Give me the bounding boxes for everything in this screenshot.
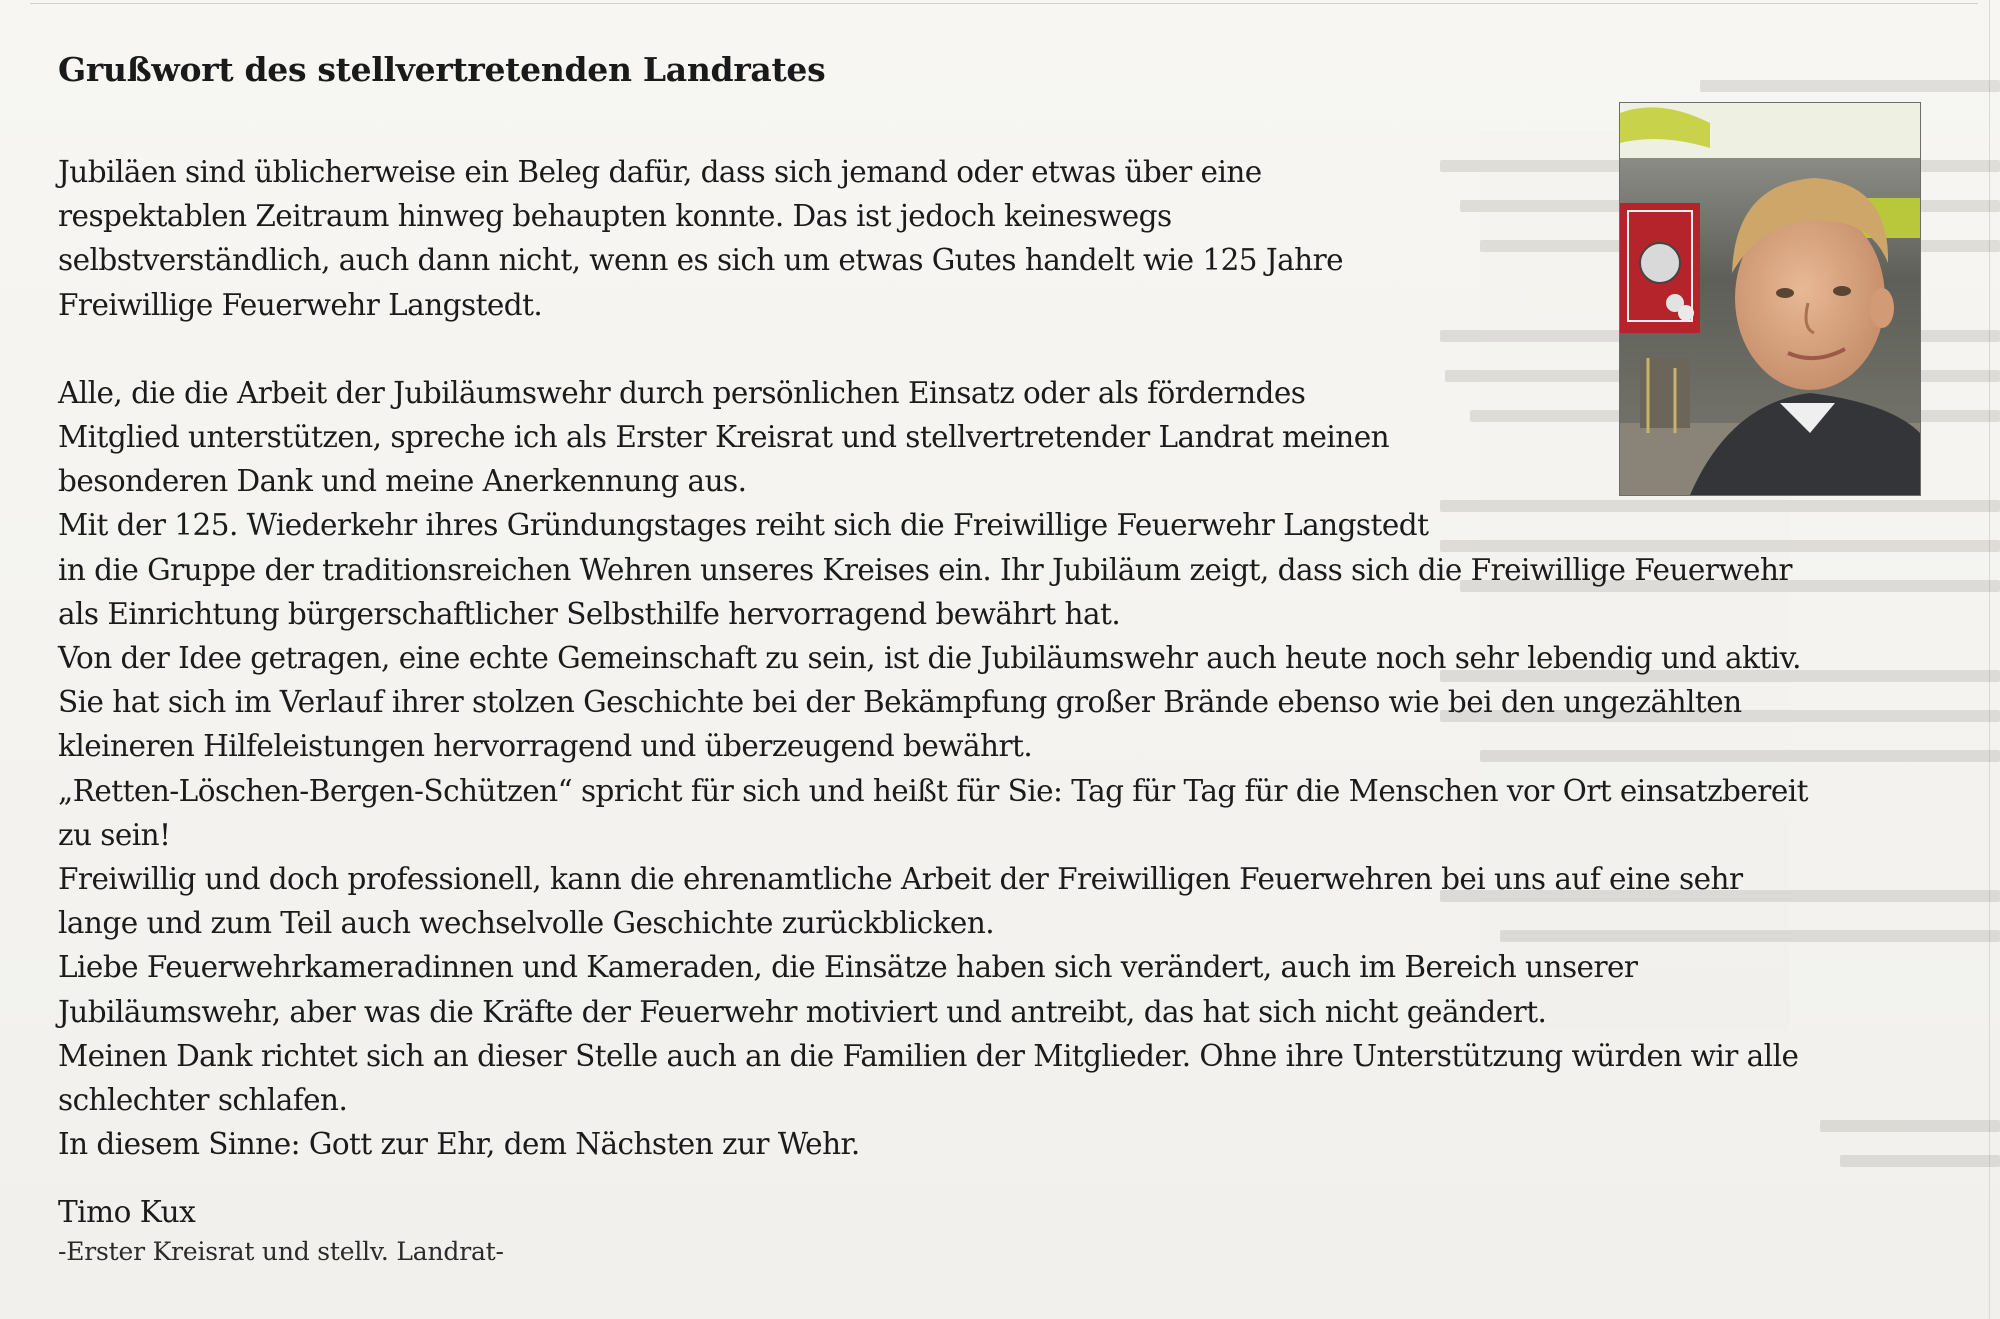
signature-name: Timo Kux [58, 1195, 196, 1229]
signature-block [58, 1192, 504, 1272]
body-line: In diesem Sinne: Gott zur Ehr, dem Nächsten zur Wehr. [58, 1127, 860, 1162]
body-line: besonderen Dank und meine Anerkennung aus. [58, 464, 747, 499]
body-line: selbstverständlich, auch dann nicht, wenn es sich um etwas Gutes handelt wie 125 Jahre [58, 243, 1344, 278]
body-line: Freiwillig und doch professionell, kann die ehrenamtliche Arbeit der Freiwilligen Feuerwehren bei uns auf eine sehr [58, 862, 1743, 897]
body-line: zu sein! [58, 817, 171, 852]
signature-title: -Erster Kreisrat und stellv. Landrat- [58, 1237, 504, 1266]
body-line: lange und zum Teil auch wechselvolle Geschichte zurückblicken. [58, 906, 995, 941]
body-line: Meinen Dank richtet sich an dieser Stelle auch an die Familien der Mitglieder. Ohne ihre Unterstützung würden wir alle [58, 1038, 1799, 1073]
body-line: Jubiläumswehr, aber was die Kräfte der Feuerwehr motiviert und antreibt, das hat sich nicht geändert. [58, 994, 1547, 1029]
page-right-edge [1989, 0, 1990, 1319]
body-line: „Retten-Löschen-Bergen-Schützen“ spricht für sich und heißt für Sie: Tag für Tag für die Menschen vor Ort einsatzbereit [58, 773, 1808, 808]
body-line: Liebe Feuerwehrkameradinnen und Kameraden, die Einsätze haben sich verändert, auch im Bereich unserer [58, 950, 1638, 985]
document-title: Grußwort des stellvertretenden Landrates [58, 50, 826, 89]
body-line: kleineren Hilfeleistungen hervorragend und überzeugend bewährt. [58, 729, 1033, 764]
body-line: als Einrichtung bürgerschaftlicher Selbsthilfe hervorragend bewährt hat. [58, 596, 1121, 631]
page-top-edge [30, 0, 1978, 4]
body-line: Von der Idee getragen, eine echte Gemeinschaft zu sein, ist die Jubiläumswehr auch heute noch sehr lebendig und aktiv. [58, 641, 1802, 676]
body-line: Sie hat sich im Verlauf ihrer stolzen Geschichte bei der Bekämpfung großer Brände ebenso wie bei den ungezählten [58, 685, 1742, 720]
body-line: Mitglied unterstützen, spreche ich als Erster Kreisrat und stellvertretender Landrat meinen [58, 420, 1390, 455]
body-line: Freiwillige Feuerwehr Langstedt. [58, 287, 543, 322]
body-line: Alle, die die Arbeit der Jubiläumswehr durch persönlichen Einsatz oder als förderndes [58, 375, 1306, 410]
document-body [58, 150, 1963, 1166]
body-line: respektablen Zeitraum hinweg behaupten konnte. Das ist jedoch keineswegs [58, 199, 1172, 234]
body-line: Mit der 125. Wiederkehr ihres Gründungstages reiht sich die Freiwillige Feuerwehr Langstedt [58, 508, 1429, 543]
paragraph-gap [58, 327, 1963, 371]
body-line: in die Gruppe der traditionsreichen Wehren unseres Kreises ein. Ihr Jubiläum zeigt, dass sich die Freiwillige Feuerwehr [58, 552, 1792, 587]
body-line: schlechter schlafen. [58, 1083, 348, 1118]
body-line: Jubiläen sind üblicherweise ein Beleg dafür, dass sich jemand oder etwas über eine [58, 155, 1262, 189]
